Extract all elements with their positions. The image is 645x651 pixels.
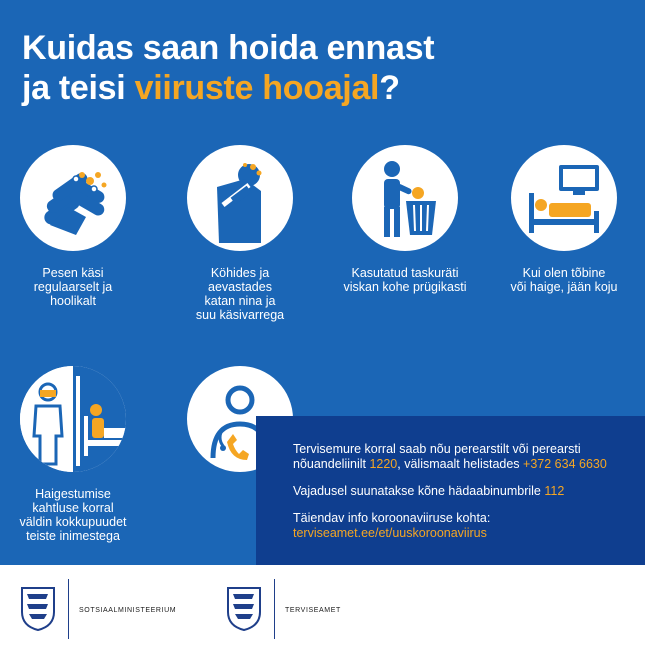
avoid-contact-icon: [20, 366, 126, 472]
info-paragraph-emergency: Vajadusel suunatakse kõne hädaabinumbrile 112: [293, 484, 565, 498]
title-line-2: ja teisi viiruste hooajal?: [22, 69, 400, 107]
trash-bin-icon: [352, 145, 458, 251]
org-name: sotsiaalministeerium: [79, 603, 177, 615]
tip-avoid-contact: [0, 366, 148, 543]
title-accent: viiruste hooajal: [134, 69, 380, 107]
helpline-number: 1220: [369, 457, 398, 471]
hand-washing-icon: [20, 145, 126, 251]
cough-into-elbow-icon: [187, 145, 293, 251]
poster-title: [22, 28, 434, 108]
stay-home-bed-icon: [511, 145, 617, 251]
emergency-number: 112: [544, 484, 565, 498]
info-link[interactable]: terviseamet.ee/et/uuskoroonaviirus: [293, 526, 487, 540]
info-box: [256, 416, 645, 565]
footer-divider: [68, 579, 69, 639]
footer-divider: [274, 579, 275, 639]
tip-hand-washing: [0, 145, 148, 308]
tip-caption: Kasutatud taskuräti viskan kohe prügikasti: [343, 266, 467, 294]
info-paragraph-advice: Tervisemure korral saab nõu perearstilt või perearsti nõuandeliinilt 1220, välismaalt helistades +372 634 6630: [293, 442, 607, 471]
abroad-number: +372 634 6630: [523, 457, 607, 471]
tip-trash: [330, 145, 480, 294]
estonian-crest-icon: [20, 586, 56, 632]
tip-stay-home: [489, 145, 639, 294]
tip-caption: Köhides ja aevastades katan nina ja suu käsivarrega: [195, 266, 285, 322]
tip-caption: Pesen käsi regulaarselt ja hoolikalt: [33, 266, 113, 308]
tip-cough-elbow: [165, 145, 315, 322]
tip-caption: Haigestumise kahtluse korral väldin kokkupuudet teiste inimestega: [19, 487, 127, 543]
estonian-crest-icon: [226, 586, 262, 632]
org-terviseamet: [226, 579, 341, 639]
info-paragraph-more: Täiendav info koroonaviiruse kohta: terviseamet.ee/et/uuskoroonaviirus: [293, 511, 491, 540]
title-line-1: Kuidas saan hoida ennast: [22, 29, 435, 67]
org-sotsiaalministeerium: [20, 579, 176, 639]
tip-caption: Kui olen tõbine või haige, jään koju: [510, 266, 618, 294]
footer: [0, 565, 645, 651]
org-name: terviseamet: [285, 603, 341, 615]
